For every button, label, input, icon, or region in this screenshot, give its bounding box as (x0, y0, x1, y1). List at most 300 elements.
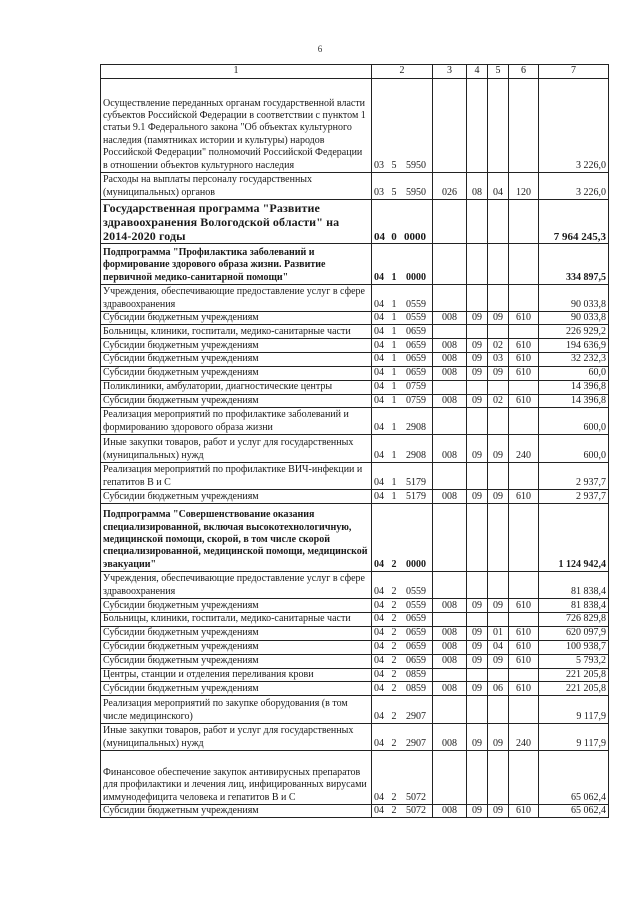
ministry-code: 008 (433, 490, 467, 504)
ministry-code (433, 668, 467, 681)
target-article-code (372, 599, 433, 613)
section-code (467, 504, 488, 572)
table-row (101, 805, 609, 818)
subsection-code (488, 244, 509, 285)
subsection-code: 03 (488, 353, 509, 366)
row-name: Подпрограмма "Профилактика заболеваний и формирование здорового образа жизни. Развитие первичной медико-санитарной помощи" (101, 244, 372, 285)
expense-type-code (509, 668, 539, 681)
table-row (101, 173, 609, 200)
amount: 7 964 245,3 (539, 200, 609, 244)
row-name: Субсидии бюджетным учреждениям (101, 353, 372, 366)
row-name: Финансовое обеспечение закупок антивирусных препаратов для профилактики и лечения лиц, инфицированных вирусами иммунодефицита человека и гепатитов В и С (101, 751, 372, 805)
row-name: Реализация мероприятий по профилактике ВИЧ-инфекции и гепатитов В и С (101, 463, 372, 490)
target-article-code (372, 394, 433, 407)
target-article-code (372, 435, 433, 463)
expense-type-code: 610 (509, 394, 539, 407)
ministry-code (433, 696, 467, 724)
table-row (101, 408, 609, 435)
target-article-code (372, 366, 433, 380)
program-row (101, 200, 609, 244)
table-row (101, 325, 609, 339)
ministry-code: 008 (433, 394, 467, 407)
code-program: 04 (374, 298, 384, 310)
code-direction: 0659 (406, 641, 426, 653)
target-article-code (372, 751, 433, 805)
expense-type-code (509, 572, 539, 599)
expense-type-code (509, 200, 539, 244)
code-program: 04 (374, 585, 384, 597)
code-subprogram: 5 (391, 186, 397, 198)
subsection-code: 04 (488, 640, 509, 654)
code-direction: 0000 (406, 271, 426, 283)
amount: 3 226,0 (539, 79, 609, 173)
expense-type-code (509, 751, 539, 805)
expense-type-code: 610 (509, 626, 539, 640)
subsection-code (488, 200, 509, 244)
target-article-code (372, 626, 433, 640)
expense-type-code: 610 (509, 366, 539, 380)
table-row (101, 696, 609, 724)
section-code (467, 613, 488, 626)
section-code: 09 (467, 805, 488, 818)
target-article-code (372, 200, 433, 244)
code-direction: 0659 (406, 326, 426, 337)
code-subprogram: 2 (391, 641, 397, 653)
code-program: 04 (374, 805, 384, 817)
column-header-3: 3 (433, 65, 467, 79)
subsection-code (488, 325, 509, 339)
ministry-code (433, 380, 467, 394)
expense-type-code: 610 (509, 682, 539, 696)
expense-type-code: 610 (509, 599, 539, 613)
code-direction: 0000 (404, 230, 426, 243)
table-row (101, 79, 609, 173)
amount: 726 829,8 (539, 613, 609, 626)
expense-type-code: 240 (509, 435, 539, 463)
code-direction: 0559 (406, 585, 426, 597)
table-row (101, 751, 609, 805)
column-header-5: 5 (488, 65, 509, 79)
amount: 2 937,7 (539, 490, 609, 504)
subsection-code (488, 572, 509, 599)
table-row (101, 724, 609, 751)
row-name: Иные закупки товаров, работ и услуг для государственных (муниципальных) нужд (101, 435, 372, 463)
code-direction: 0759 (406, 381, 426, 393)
table-row (101, 394, 609, 407)
target-article-code (372, 504, 433, 572)
amount: 100 938,7 (539, 640, 609, 654)
code-subprogram: 2 (391, 558, 397, 570)
code-subprogram: 0 (391, 230, 397, 243)
code-program: 04 (374, 490, 384, 502)
code-program: 04 (374, 627, 384, 639)
section-code (467, 751, 488, 805)
code-direction: 5950 (406, 186, 426, 198)
code-program: 04 (374, 340, 384, 351)
row-name: Осуществление переданных органам государственной власти субъектов Российской Федерации в соответствии с пунктом 1 статьи 9.1 Федерального закона "Об объектах культурного наследия (памятниках истории и культуры) народов Российской Федерации" полномочий Российской Федерации в отношении объектов культурного наследия (101, 79, 372, 173)
code-subprogram: 2 (391, 613, 397, 625)
ministry-code: 008 (433, 353, 467, 366)
expense-type-code (509, 463, 539, 490)
amount: 334 897,5 (539, 244, 609, 285)
target-article-code (372, 79, 433, 173)
table-row (101, 380, 609, 394)
section-code (467, 572, 488, 599)
code-subprogram: 1 (391, 490, 397, 502)
ministry-code: 008 (433, 366, 467, 380)
target-article-code (372, 805, 433, 818)
amount: 14 396,8 (539, 380, 609, 394)
amount: 90 033,8 (539, 312, 609, 325)
section-code: 09 (467, 353, 488, 366)
code-program: 04 (374, 381, 384, 393)
subsection-code (488, 613, 509, 626)
code-subprogram: 2 (391, 710, 397, 722)
code-direction: 0559 (406, 312, 426, 323)
code-program: 04 (374, 558, 384, 570)
subsection-code: 09 (488, 654, 509, 668)
ministry-code (433, 408, 467, 435)
code-program: 04 (374, 394, 384, 406)
section-code (467, 668, 488, 681)
code-direction: 0559 (406, 298, 426, 310)
code-program: 04 (374, 421, 384, 433)
target-article-code (372, 668, 433, 681)
expense-type-code: 610 (509, 312, 539, 325)
row-name: Подпрограмма "Совершенствование оказания специализированной, включая высокотехнологичную, медицинской помощи, скорой, в том числе скорой специализированной, медицинской помощи, медицинской эвакуации" (101, 504, 372, 572)
section-code: 09 (467, 626, 488, 640)
expense-type-code (509, 79, 539, 173)
code-program: 04 (374, 655, 384, 667)
amount: 3 226,0 (539, 173, 609, 200)
amount: 81 838,4 (539, 599, 609, 613)
code-program: 04 (374, 476, 384, 488)
code-direction: 5072 (406, 791, 426, 803)
row-name: Учреждения, обеспечивающие предоставление услуг в сфере здравоохранения (101, 572, 372, 599)
table-row (101, 366, 609, 380)
code-subprogram: 1 (391, 476, 397, 488)
target-article-code (372, 724, 433, 751)
target-article-code (372, 353, 433, 366)
subsection-code: 09 (488, 312, 509, 325)
code-direction: 5072 (406, 805, 426, 817)
expense-type-code: 610 (509, 805, 539, 818)
row-name: Реализация мероприятий по профилактике заболеваний и формированию здорового образа жизни (101, 408, 372, 435)
amount: 14 396,8 (539, 394, 609, 407)
amount: 81 838,4 (539, 572, 609, 599)
amount: 221 205,8 (539, 668, 609, 681)
code-direction: 5179 (406, 476, 426, 488)
section-code: 09 (467, 724, 488, 751)
table-row (101, 463, 609, 490)
code-direction: 5950 (406, 159, 426, 171)
row-name: Субсидии бюджетным учреждениям (101, 366, 372, 380)
table-row (101, 339, 609, 353)
code-subprogram: 2 (391, 682, 397, 694)
code-subprogram: 1 (391, 326, 397, 337)
target-article-code (372, 285, 433, 312)
code-direction: 0000 (406, 558, 426, 570)
subsection-code: 09 (488, 724, 509, 751)
row-name: Субсидии бюджетным учреждениям (101, 490, 372, 504)
code-program: 04 (374, 710, 384, 722)
ministry-code: 008 (433, 626, 467, 640)
code-direction: 2908 (406, 449, 426, 461)
table-row (101, 640, 609, 654)
row-name: Поликлиники, амбулатории, диагностические центры (101, 380, 372, 394)
ministry-code: 008 (433, 312, 467, 325)
section-code: 09 (467, 435, 488, 463)
amount: 60,0 (539, 366, 609, 380)
subsection-code: 01 (488, 626, 509, 640)
table-row (101, 572, 609, 599)
code-program: 04 (374, 271, 384, 283)
code-direction: 2907 (406, 710, 426, 722)
code-direction: 0759 (406, 394, 426, 406)
expense-type-code (509, 613, 539, 626)
column-header-2: 2 (372, 65, 433, 79)
expense-type-code (509, 696, 539, 724)
code-program: 04 (374, 613, 384, 625)
code-subprogram: 5 (391, 159, 397, 171)
amount: 600,0 (539, 408, 609, 435)
table-row (101, 490, 609, 504)
section-code: 09 (467, 599, 488, 613)
subsection-code (488, 751, 509, 805)
row-name: Субсидии бюджетным учреждениям (101, 339, 372, 353)
code-direction: 0659 (406, 353, 426, 365)
ministry-code (433, 244, 467, 285)
code-subprogram: 2 (391, 805, 397, 817)
ministry-code: 008 (433, 682, 467, 696)
row-name: Государственная программа "Развитие здравоохранения Вологодской области" на 2014-2020 годы (101, 200, 372, 244)
section-code: 09 (467, 366, 488, 380)
expense-type-code (509, 244, 539, 285)
amount: 32 232,3 (539, 353, 609, 366)
row-name: Больницы, клиники, госпитали, медико-санитарные части (101, 325, 372, 339)
target-article-code (372, 613, 433, 626)
row-name: Субсидии бюджетным учреждениям (101, 682, 372, 696)
ministry-code (433, 613, 467, 626)
target-article-code (372, 640, 433, 654)
ministry-code (433, 325, 467, 339)
code-direction: 5179 (406, 490, 426, 502)
target-article-code (372, 244, 433, 285)
code-direction: 0659 (406, 367, 426, 379)
target-article-code (372, 408, 433, 435)
target-article-code (372, 572, 433, 599)
subsection-code (488, 408, 509, 435)
subsection-code (488, 504, 509, 572)
ministry-code: 008 (433, 654, 467, 668)
subsection-code (488, 380, 509, 394)
expense-type-code (509, 504, 539, 572)
code-subprogram: 1 (391, 381, 397, 393)
subsection-code (488, 463, 509, 490)
table-row (101, 682, 609, 696)
table-row (101, 599, 609, 613)
code-program: 04 (374, 353, 384, 365)
code-program: 04 (374, 682, 384, 694)
row-name: Реализация мероприятий по закупке оборудования (в том числе медицинского) (101, 696, 372, 724)
code-subprogram: 2 (391, 655, 397, 667)
ministry-code: 008 (433, 339, 467, 353)
subsection-code: 09 (488, 366, 509, 380)
code-direction: 0859 (406, 682, 426, 694)
section-code (467, 244, 488, 285)
section-code: 09 (467, 312, 488, 325)
subsection-code: 02 (488, 394, 509, 407)
code-subprogram: 2 (391, 627, 397, 639)
amount: 9 117,9 (539, 724, 609, 751)
table-row (101, 285, 609, 312)
code-program: 04 (374, 312, 384, 323)
target-article-code (372, 173, 433, 200)
ministry-code: 026 (433, 173, 467, 200)
expense-type-code: 120 (509, 173, 539, 200)
row-name: Субсидии бюджетным учреждениям (101, 805, 372, 818)
table-row (101, 613, 609, 626)
code-program: 04 (374, 737, 384, 749)
table-row (101, 668, 609, 681)
table-row (101, 654, 609, 668)
code-subprogram: 2 (391, 791, 397, 803)
amount: 2 937,7 (539, 463, 609, 490)
row-name: Расходы на выплаты персоналу государственных (муниципальных) органов (101, 173, 372, 200)
code-direction: 0659 (406, 340, 426, 351)
section-code (467, 408, 488, 435)
amount: 226 929,2 (539, 325, 609, 339)
amount: 221 205,8 (539, 682, 609, 696)
section-code (467, 463, 488, 490)
subprogram-row (101, 244, 609, 285)
row-name: Иные закупки товаров, работ и услуг для государственных (муниципальных) нужд (101, 724, 372, 751)
section-code (467, 200, 488, 244)
code-program: 04 (374, 791, 384, 803)
code-subprogram: 2 (391, 585, 397, 597)
expense-type-code (509, 285, 539, 312)
section-code: 09 (467, 682, 488, 696)
subsection-code (488, 668, 509, 681)
section-code (467, 325, 488, 339)
code-subprogram: 2 (391, 737, 397, 749)
section-code: 09 (467, 640, 488, 654)
row-name: Субсидии бюджетным учреждениям (101, 312, 372, 325)
subsection-code: 06 (488, 682, 509, 696)
ministry-code (433, 200, 467, 244)
target-article-code (372, 654, 433, 668)
code-direction: 2907 (406, 737, 426, 749)
code-subprogram: 1 (391, 312, 397, 323)
expense-type-code: 240 (509, 724, 539, 751)
header-row (101, 65, 609, 79)
amount: 194 636,9 (539, 339, 609, 353)
ministry-code: 008 (433, 599, 467, 613)
ministry-code: 008 (433, 640, 467, 654)
amount: 620 097,9 (539, 626, 609, 640)
code-program: 03 (374, 159, 384, 171)
subprogram-row (101, 504, 609, 572)
code-program: 04 (374, 641, 384, 653)
code-program: 03 (374, 186, 384, 198)
ministry-code: 008 (433, 724, 467, 751)
target-article-code (372, 463, 433, 490)
amount: 600,0 (539, 435, 609, 463)
code-program: 04 (374, 449, 384, 461)
expense-type-code (509, 408, 539, 435)
ministry-code (433, 572, 467, 599)
code-direction: 2908 (406, 421, 426, 433)
code-subprogram: 1 (391, 271, 397, 283)
row-name: Субсидии бюджетным учреждениям (101, 599, 372, 613)
code-program: 04 (374, 367, 384, 379)
subsection-code (488, 79, 509, 173)
code-subprogram: 2 (391, 668, 397, 680)
code-direction: 0859 (406, 668, 426, 680)
expense-type-code: 610 (509, 640, 539, 654)
subsection-code (488, 696, 509, 724)
table-row (101, 312, 609, 325)
row-name: Субсидии бюджетным учреждениям (101, 654, 372, 668)
subsection-code (488, 285, 509, 312)
code-subprogram: 1 (391, 298, 397, 310)
section-code: 09 (467, 490, 488, 504)
section-code (467, 79, 488, 173)
row-name: Учреждения, обеспечивающие предоставление услуг в сфере здравоохранения (101, 285, 372, 312)
target-article-code (372, 325, 433, 339)
subsection-code: 04 (488, 173, 509, 200)
section-code: 08 (467, 173, 488, 200)
subsection-code: 09 (488, 599, 509, 613)
ministry-code (433, 751, 467, 805)
ministry-code (433, 463, 467, 490)
code-direction: 0659 (406, 655, 426, 667)
row-name: Больницы, клиники, госпитали, медико-санитарные части (101, 613, 372, 626)
ministry-code: 008 (433, 805, 467, 818)
ministry-code (433, 79, 467, 173)
expense-type-code (509, 380, 539, 394)
page-number: 6 (317, 44, 323, 54)
subsection-code: 02 (488, 339, 509, 353)
code-subprogram: 1 (391, 394, 397, 406)
section-code: 09 (467, 339, 488, 353)
code-program: 04 (374, 599, 384, 611)
table-row (101, 353, 609, 366)
ministry-code (433, 504, 467, 572)
table-row (101, 626, 609, 640)
column-header-1: 1 (101, 65, 372, 79)
ministry-code: 008 (433, 435, 467, 463)
code-subprogram: 1 (391, 421, 397, 433)
amount: 65 062,4 (539, 805, 609, 818)
budget-table (100, 64, 609, 818)
amount: 65 062,4 (539, 751, 609, 805)
code-subprogram: 1 (391, 367, 397, 379)
code-subprogram: 1 (391, 449, 397, 461)
target-article-code (372, 312, 433, 325)
expense-type-code: 610 (509, 654, 539, 668)
table-row (101, 435, 609, 463)
amount: 5 793,2 (539, 654, 609, 668)
section-code (467, 696, 488, 724)
code-direction: 0659 (406, 613, 426, 625)
code-direction: 0659 (406, 627, 426, 639)
subsection-code: 09 (488, 490, 509, 504)
ministry-code (433, 285, 467, 312)
code-subprogram: 1 (391, 353, 397, 365)
target-article-code (372, 490, 433, 504)
expense-type-code: 610 (509, 353, 539, 366)
